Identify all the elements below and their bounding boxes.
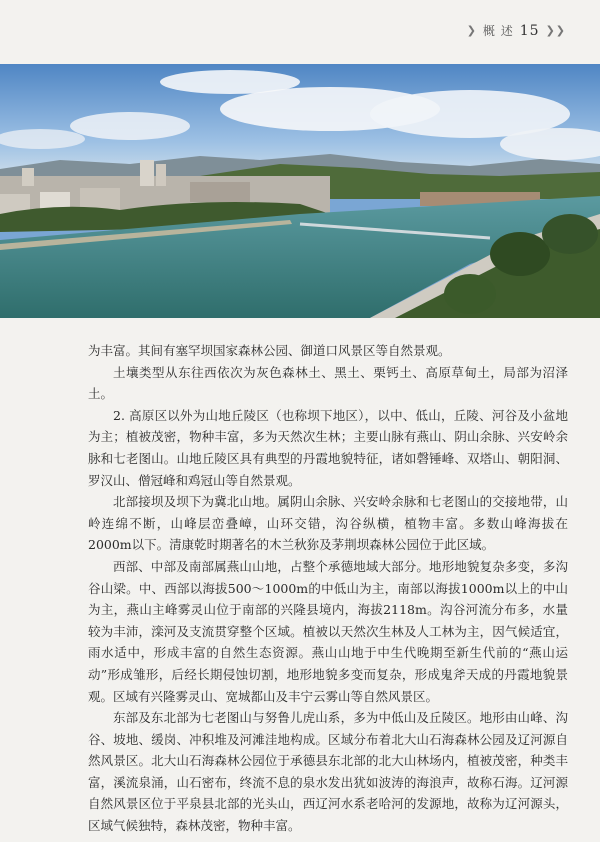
- paragraph: 2. 高原区以外为山地丘陵区（也称坝下地区），以中、低山，丘陵、河谷及小盆地为主；植被茂密，物种丰富，多为天然次生林；主要山脉有燕山、阴山余脉、兴安岭余脉和七老图山。山地丘陵区具有典型的丹霞地貌特征，诸如磬锤峰、双塔山、朝阳洞、罗汉山、僧冠峰和鸡冠山等自然景观。: [88, 407, 568, 488]
- double-chevron-right-icon: ❯❯: [545, 24, 566, 37]
- page-number: 15: [519, 22, 540, 39]
- running-header: [467, 22, 566, 39]
- paragraph: 西部、中部及南部属燕山山地，占整个承德地域大部分。地形地貌复杂多变，多沟谷山梁。中、西部以海拔500～1000m的中低山为主，南部以海拔1000m以上的中山为主，燕山主峰雾灵山位于南部的兴隆县境内，海拔2118m。沟谷河流分布多，水量较为丰沛，滦河及支流贯穿整个区域。植被以天然次生林及人工林为主，因气候适宜，雨水适中，形成丰富的自然生态资源。燕山山地于中生代晚期至新生代前的“燕山运动”形成雏形，后经长期侵蚀切割，地形地貌多变而复杂，形成鬼斧天成的丹霞地貌景观。区域有兴隆雾灵山、宽城都山及丰宁云雾山等自然风景区。: [88, 558, 568, 704]
- paragraph: 东部及东北部为七老图山与努鲁儿虎山系，多为中低山及丘陵区。地形由山峰、沟谷、坡地、缓岗、冲积堆及河滩洼地构成。区域分布着北大山石海森林公园及辽河源自然风景区。北大山石海森林公园位于承德县东北部的北大山林场内，植被茂密，种类丰富，溪流泉涌，山石密布，终流不息的泉水发出犹如波涛的海浪声，故称石海。辽河源自然风景区位于平泉县北部的光头山，西辽河水系老哈河的发源地，故称为辽河源头，区域气候独特，森林茂密，物种丰富。: [88, 710, 568, 834]
- paragraph: 土壤类型从东往西依次为灰色森林土、黑土、栗钙土、高原草甸土，局部为沼泽土。: [88, 364, 568, 402]
- body-text: [88, 340, 568, 837]
- double-chevron-right-icon: ❯: [466, 24, 477, 37]
- river-city-photo: [0, 64, 600, 318]
- paragraph: 北部接坝及坝下为冀北山地。属阴山余脉、兴安岭余脉和七老图山的交接地带，山岭连绵不断，山峰层峦叠嶂，山环交错，沟谷纵横，植物丰富。多数山峰海拔在2000m以下。清康乾时期著名的木兰秋狝及茅荆坝森林公园位于此区域。: [88, 494, 568, 553]
- section-title: 概 述: [482, 24, 514, 38]
- paragraph: 为丰富。其间有塞罕坝国家森林公园、御道口风景区等自然景观。: [88, 343, 451, 358]
